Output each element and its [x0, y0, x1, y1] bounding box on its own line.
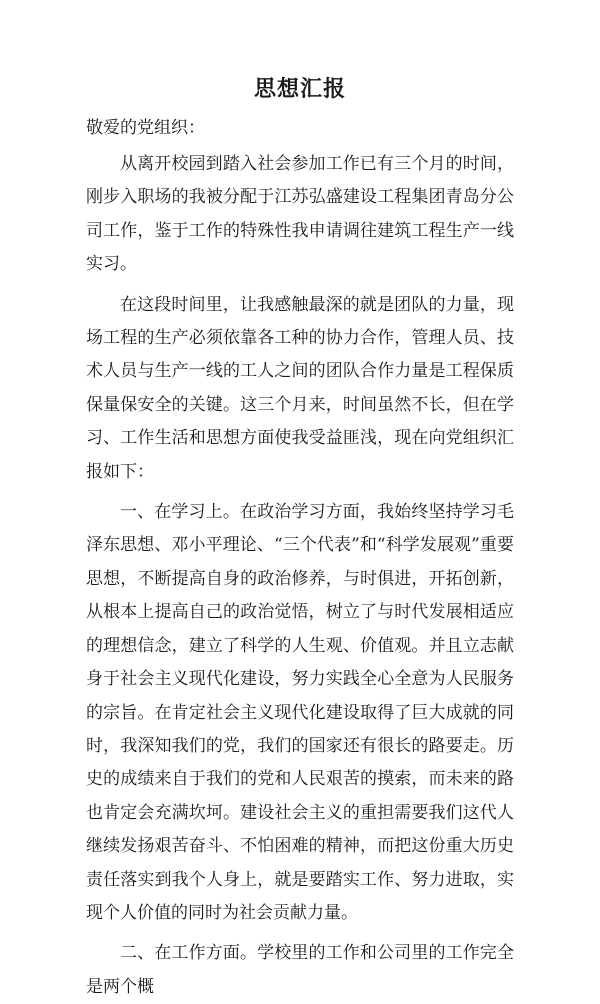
- paragraph-study: 一、在学习上。在政治学习方面，我始终坚持学习毛泽东思想、邓小平理论、“三个代表”和“科学发展观”重要思想，不断提高自身的政治修养，与时俱进，开拓创新，从根本上提高自己的政治觉悟，树立了与时代发展相适应的理想信念，建立了科学的人生观、价值观。并且立志献身于社会主义现代化建设，努力实践全心全意为人民服务的宗旨。在肯定社会主义现代化建设取得了巨大成就的同时，我深知我们的党，我们的国家还有很长的路要走。历史的成绩来自于我们的党和人民艰苦的摸索，而未来的路也肯定会充满坎坷。建设社会主义的重担需要我们这代人继续发扬艰苦奋斗、不怕困难的精神，而把这份重大历史责任落实到我个人身上，就是要踏实工作、努力进取，实现个人价值的同时为社会贡献力量。: [86, 502, 514, 923]
- page-title: 思想汇报: [253, 76, 346, 102]
- paragraph-intro: 从离开校园到踏入社会参加工作已有三个月的时间，刚步入职场的我被分配于江苏弘盛建设工程集团青岛分公司工作，鉴于工作的特殊性我申请调往建筑工程生产一线实习。: [86, 154, 514, 275]
- salutation: 敬爱的党组织：: [86, 118, 205, 138]
- paragraph-teamwork: 在这段时间里，让我感触最深的就是团队的力量，现场工程的生产必须依靠各工种的协力合作，管理人员、技术人员与生产一线的工人之间的团队合作力量是工程保质保量保安全的关键。这三个月来，时间虽然不长，但在学习、工作生活和思想方面使我受益匪浅，现在向党组织汇报如下：: [86, 294, 514, 482]
- paragraph-work: 二、在工作方面。学校里的工作和公司里的工作完全是两个概: [86, 943, 514, 997]
